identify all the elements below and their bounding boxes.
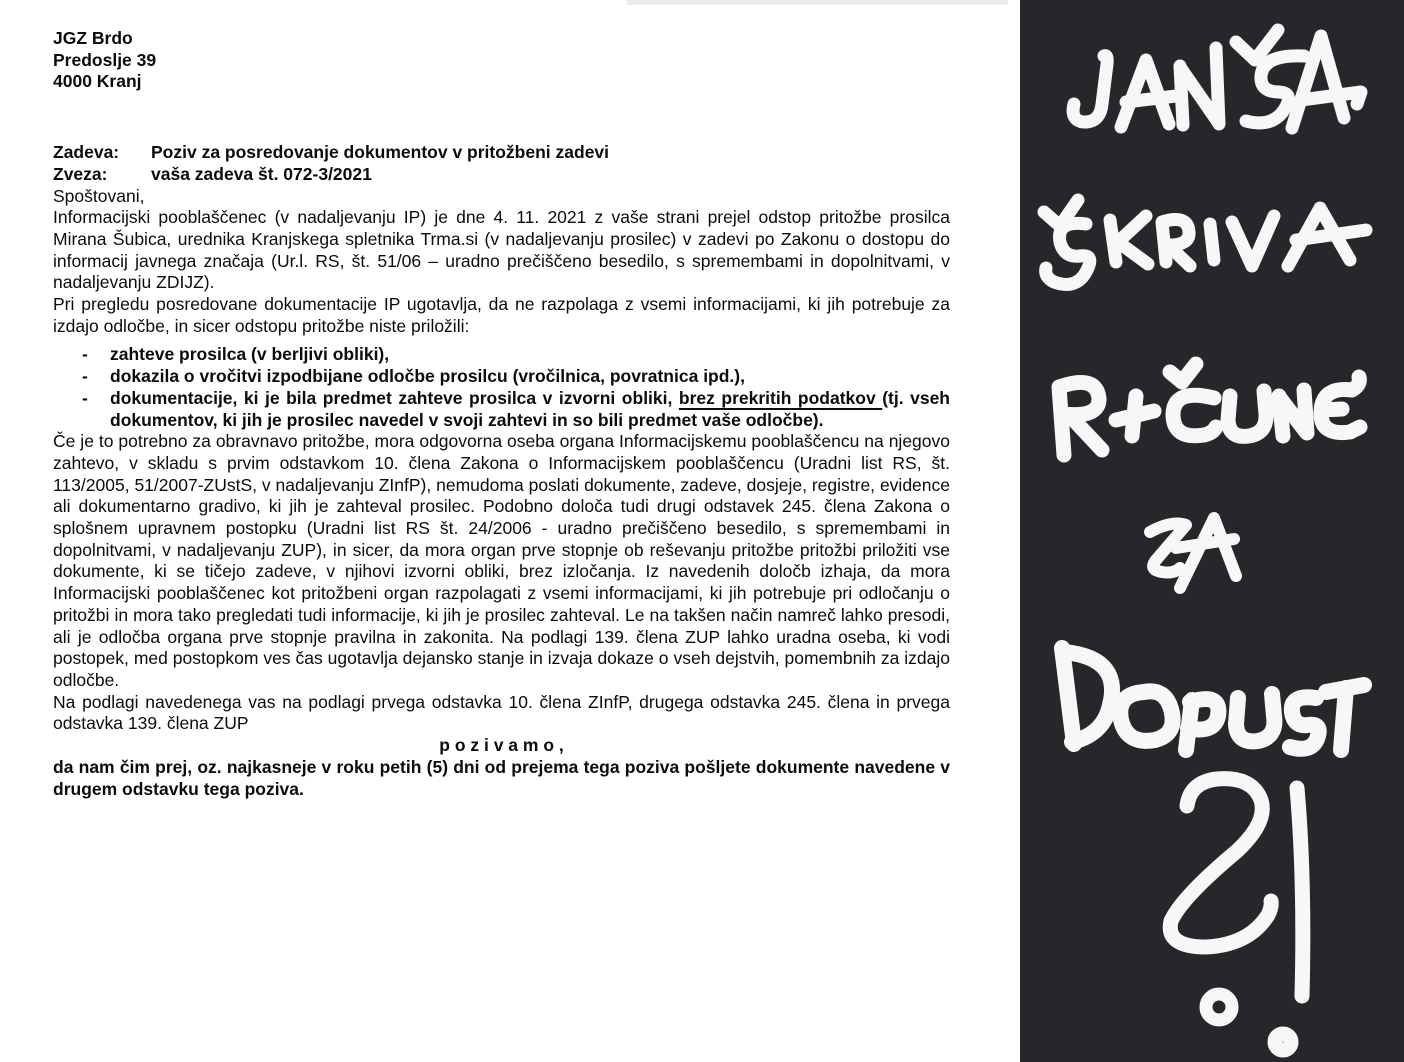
paragraph-intro: Informacijski pooblaščenec (v nadaljevanju IP) je dne 4. 11. 2021 z vaše strani prejel odstop pritožbe prosilca Mirana Šubica, urednika Kranjskega spletnika Trma.si (v nadaljevanju prosilec) v zadevi po Zakonu o dostopu do informacij javnega značaja (Ur.l. RS, št. 51/06 – uradno prečiščeno besedilo, s spremembami in dopolnitvami, v nadaljevanju ZDIJZ). [53, 207, 950, 293]
list-item [82, 366, 950, 388]
reference-label: Zveza: [53, 163, 108, 184]
recipient-city: 4000 Kranj [53, 71, 142, 92]
graffiti-word-skriva [1044, 200, 1366, 284]
call-to-action-heading: p o z i v a m o , [439, 735, 564, 756]
list-item-text [110, 388, 950, 431]
list-item-text-underlined: brez prekritih podatkov [678, 387, 883, 408]
paragraph-legal-basis: Če je to potrebno za obravnavo pritožbe, mora odgovorna oseba organa Informacijskemu pooblaščencu na njegovo zahtevo, v skladu s prvim odstavkom 10. člena Zakona o Informacijskem pooblaščencu (Uradni list RS, št. 113/2005, 51/2007-ZUstS, v nadaljevanju ZInfP), nemudoma poslati dokumente, zadeve, dosjeje, registre, evidence ali dokumentarno gradivo, ki jih je zahteval prosilec. Podobno določa tudi drugi odstavek 245. člena Zakona o splošnem upravnem postopku (Uradni list RS št. 24/2006 - uradno prečiščeno besedilo, s spremembami in dopolnitvami, v nadaljevanju ZUP), in sicer, da mora organ prve stopnje ob reševanju pritožbe pritožbi priložiti vse dokumente, ki se tičejo zadeve, v njihovi izvorni obliki, brez izločanja. Iz navedenih določb izhaja, da mora Informacijski pooblaščenec kot pritožbeni organ razpolagati z vsemi informacijami, ki jih potrebuje pri odločanju o pritožbi in mora tako pregledati tudi informacije, ki jih je prosilec zahteval. Le na takšen način namreč lahko presodi, ali je odločba organa prve stopnje pravilna in zakonita. Na podlagi 139. člena ZUP lahko uradna oseba, ki vodi postopek, med postopkom ves čas ugotavlja dejansko stanje in izvaja dokaze o vseh dejstvih, pomembnih za izdajo odločbe. [53, 431, 950, 690]
letter-document [53, 28, 950, 800]
missing-documents-list [53, 344, 950, 431]
recipient-street: Predoslje 39 [53, 49, 157, 70]
bullet-dash: - [82, 387, 88, 408]
list-item-text-pre: dokazila o vročitvi izpodbijane odločbe prosilcu (vročilnica, povratnica ipd.), [110, 366, 745, 387]
list-item-text-post: (tj. vseh dokumentov, ki jih je prosilec navedel v svoji zahtevi in so bili predmet vaše odločbe). [110, 387, 950, 430]
graffiti-sidebar [1020, 0, 1404, 1062]
paragraph-conclusion-lead: Na podlagi navedenega vas na podlagi prvega odstavka 10. člena ZInfP, drugega odstavka 245. člena in prvega odstavka 139. člena ZUP [53, 691, 950, 734]
list-item-text-pre: dokumentacije, ki je bila predmet zahteve prosilca v izvorni obliki, [110, 387, 679, 408]
list-item [82, 388, 950, 431]
bullet-dash: - [82, 366, 88, 387]
bullet-dash: - [82, 344, 88, 365]
graffiti-word-za [1150, 518, 1236, 588]
subject-row [53, 142, 950, 164]
recipient-name: JGZ Brdo [53, 28, 133, 48]
list-item-text [110, 344, 950, 366]
reference-row [53, 164, 950, 186]
list-item [82, 344, 950, 366]
graffiti-drawing [1020, 0, 1404, 1062]
subject-text: Poziv za posredovanje dokumentov v pritožbeni zadevi [151, 142, 610, 163]
graffiti-word-jansa [1073, 30, 1361, 128]
salutation: Spoštovani, [53, 185, 145, 206]
reference-text: vaša zadeva št. 072-3/2021 [151, 163, 372, 184]
graffiti-word-racune [1059, 364, 1360, 455]
list-item-text [110, 366, 950, 388]
paragraph-findings: Pri pregledu posredovane dokumentacije IP ugotavlja, da ne razpolaga z vsemi informacijami, ki jih potrebuje za izdajo odločbe, in sicer odstopu pritožbe niste priložili: [53, 294, 950, 336]
paragraph-deadline: da nam čim prej, oz. najkasneje v roku petih (5) dni od prejema tega poziva pošljete dokumente navedene v drugem odstavku tega poziva. [53, 756, 950, 799]
graffiti-punctuation [1170, 779, 1303, 1050]
graffiti-word-dopust [1062, 648, 1364, 750]
list-item-text-pre: zahteve prosilca (v berljivi obliki), [110, 344, 390, 365]
scan-top-strip [627, 0, 1008, 5]
subject-label: Zadeva: [53, 142, 120, 163]
